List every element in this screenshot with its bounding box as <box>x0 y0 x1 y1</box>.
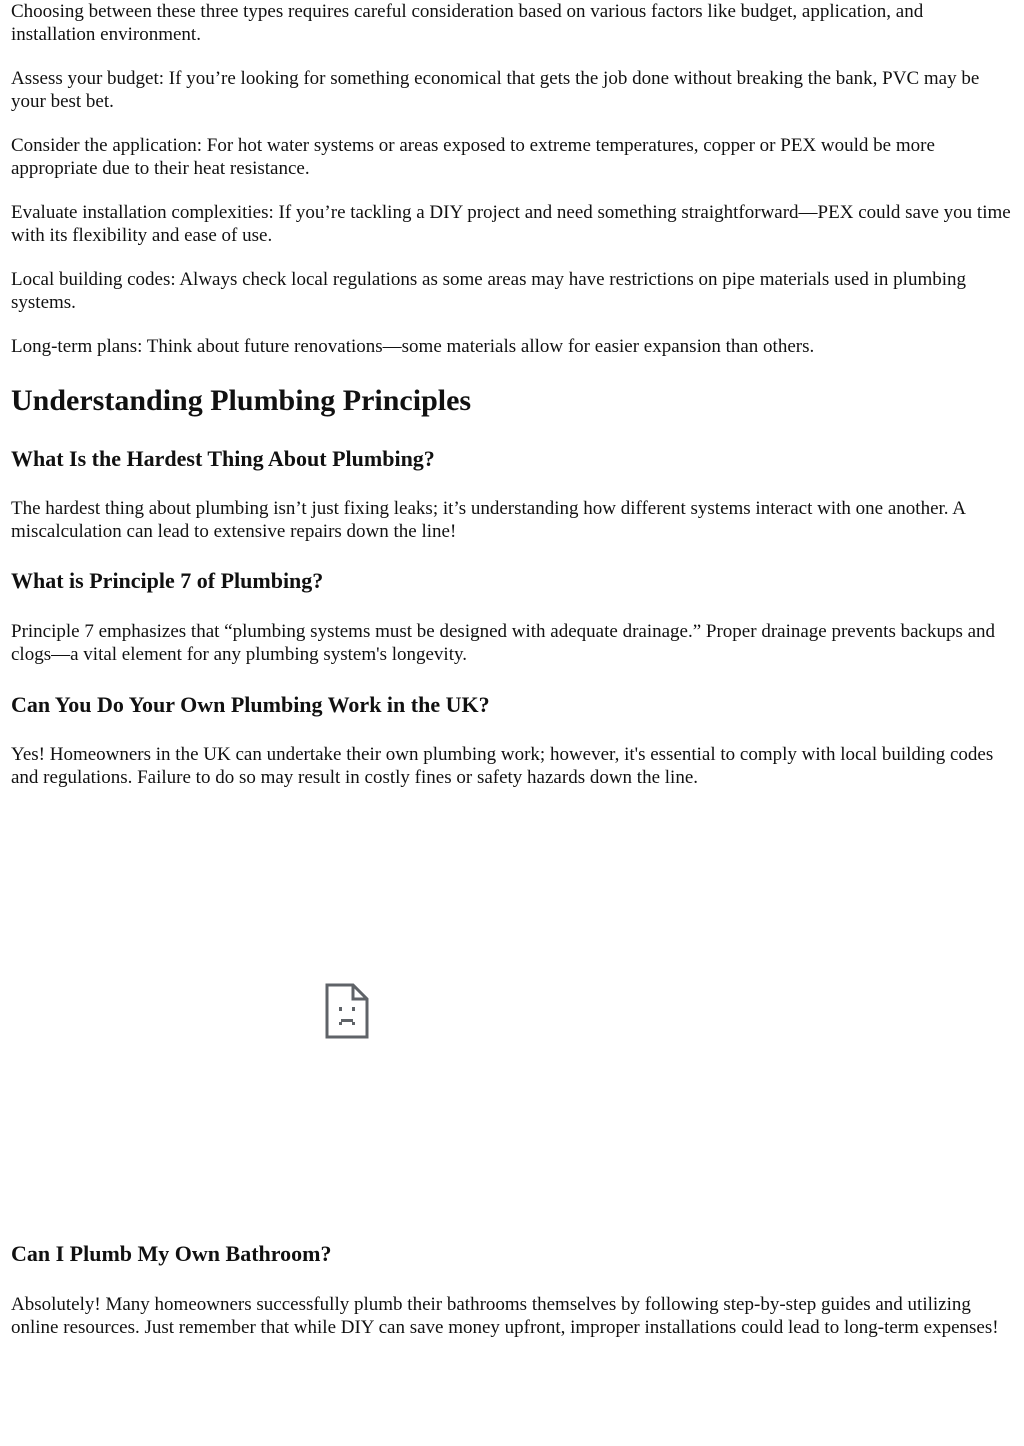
faq-question-hardest-thing: What Is the Hardest Thing About Plumbing? <box>11 446 435 471</box>
faq-question-uk-plumbing: Can You Do Your Own Plumbing Work in the UK? <box>11 692 490 717</box>
broken-image-icon <box>325 983 369 1039</box>
long-term-paragraph: Long-term plans: Think about future renovations—some materials allow for easier expansion than others. <box>11 336 815 357</box>
faq-question-bathroom: Can I Plumb My Own Bathroom? <box>11 1241 332 1266</box>
faq-answer-hardest-thing: The hardest thing about plumbing isn’t just fixing leaks; it’s understanding how different systems interact with one another. A miscalculation can lead to extensive repairs down the line! <box>11 498 965 542</box>
broken-image-placeholder <box>325 983 369 1039</box>
budget-paragraph: Assess your budget: If you’re looking for something economical that gets the job done without breaking the bank, PVC may be your best bet. <box>11 68 980 112</box>
intro-paragraph: Choosing between these three types requires careful consideration based on various factors like budget, application, and installation environment. <box>11 1 924 45</box>
faq-answer-principle-7: Principle 7 emphasizes that “plumbing systems must be designed with adequate drainage.” Proper drainage prevents backups and clogs—a vital element for any plumbing system's longevity. <box>11 621 996 665</box>
section-heading: Understanding Plumbing Principles <box>11 384 472 417</box>
faq-answer-bathroom: Absolutely! Many homeowners successfully plumb their bathrooms themselves by following step-by-step guides and utilizing online resources. Just remember that while DIY can save money upfront, improper installations could lead to long-term expenses! <box>11 1294 999 1338</box>
installation-paragraph: Evaluate installation complexities: If you’re tackling a DIY project and need something straightforward—PEX could save you time with its flexibility and ease of use. <box>11 202 1011 246</box>
application-paragraph: Consider the application: For hot water systems or areas exposed to extreme temperatures, copper or PEX would be more appropriate due to their heat resistance. <box>11 135 935 179</box>
building-codes-paragraph: Local building codes: Always check local regulations as some areas may have restrictions on pipe materials used in plumbing systems. <box>11 269 967 313</box>
faq-answer-uk-plumbing: Yes! Homeowners in the UK can undertake their own plumbing work; however, it's essential to comply with local building codes and regulations. Failure to do so may result in costly fines or safety hazards down the line. <box>11 744 994 788</box>
faq-question-principle-7: What is Principle 7 of Plumbing? <box>11 568 324 593</box>
